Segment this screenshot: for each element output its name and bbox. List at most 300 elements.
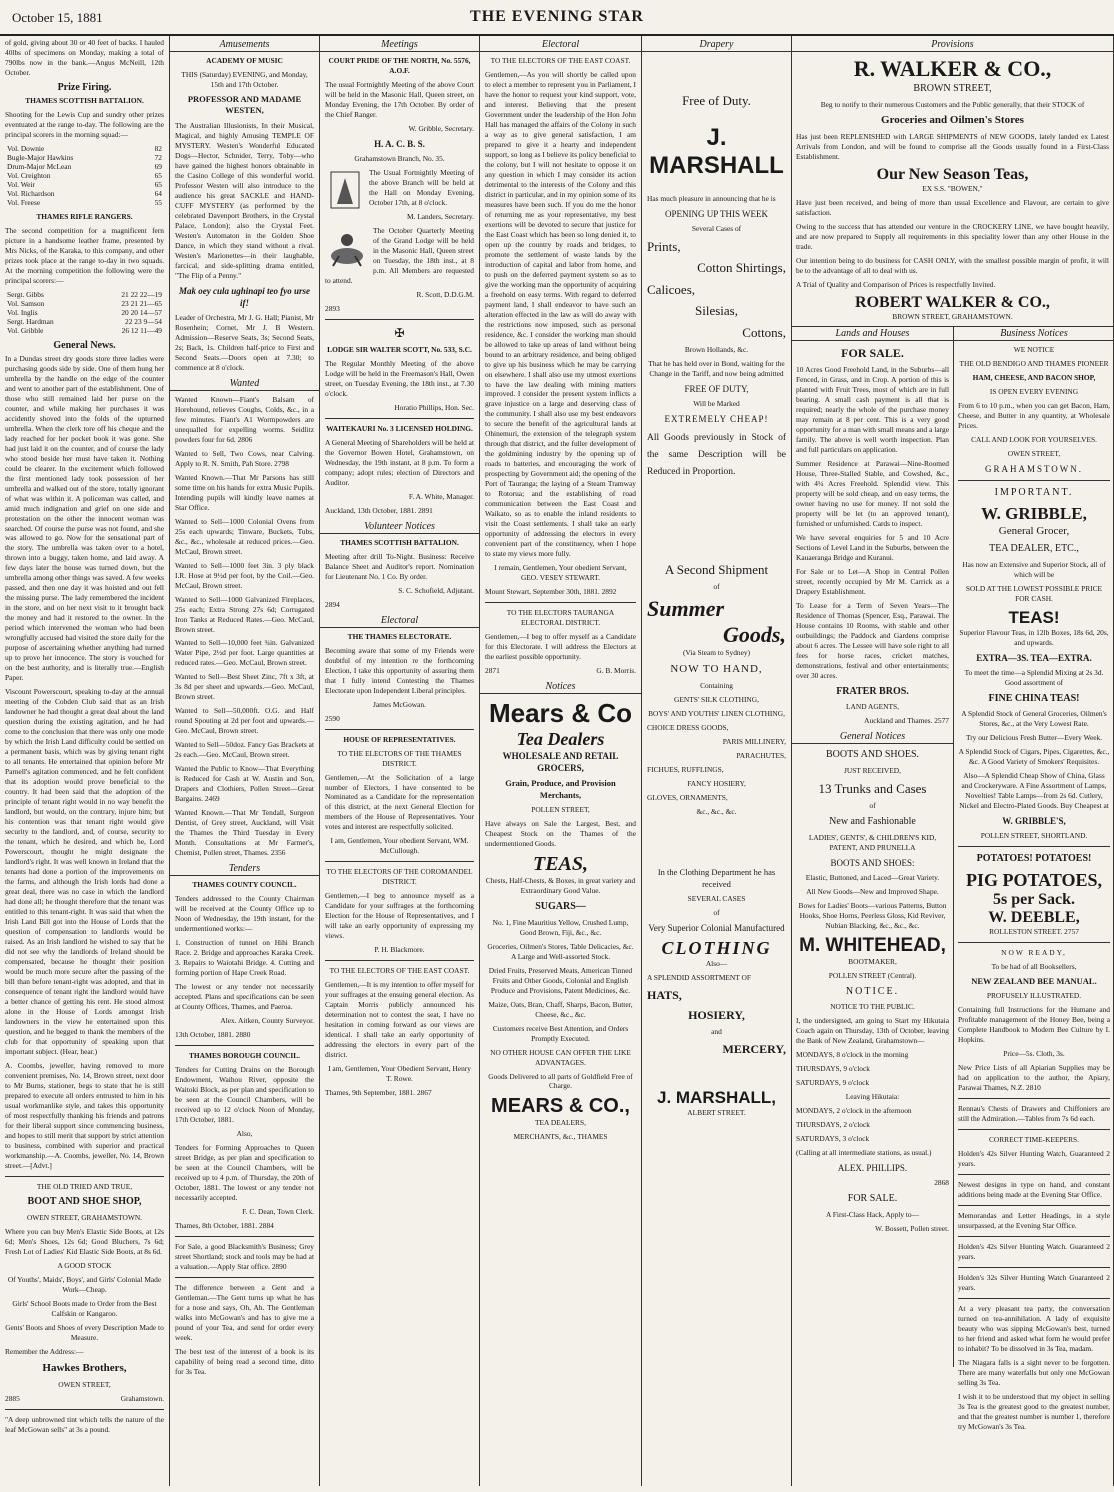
quarterly-text: The October Quarterly Meeting of the Grand Lodge will be held in the Masonic Hall, Queen street on Tuesday, the 18th inst., at 8 p.m. All Members are requested to attend. [325,225,474,285]
divider [958,942,1110,943]
court-title: COURT PRIDE OF THE NORTH, No. 5576, A.O.F. [328,56,471,75]
boots-shoes-line: BOOTS AND SHOES: [830,857,915,868]
ex-bowen: EX S.S. "BOWEN," [922,184,983,194]
mears-intro: Have always on Sale the Largest, Best, and Cheapest Stock on the Thames of the undermentioned Goods. [485,819,636,849]
wanted-item: Wanted to Sell—10,000 feet ¾in. Galvanized Water Pipe, 2½d per foot. Large quantities at reduced rates.—Geo. McCaul, Brown street. [175,638,314,668]
maori-line: Mak oey cula ughinapi teo fyo urse if! [178,285,310,308]
wish-note: I wish it to be understood that my object in selling 3s Tea is the greatest good to the greatest number, and that the greatest number is number 1, therefore try McGowan's 3s Tea. [958,1391,1110,1431]
booksellers-line: To be had of all Booksellers, [991,961,1077,971]
divider [958,1267,1110,1268]
free-duty-2: FREE OF DUTY, [684,384,749,395]
important-title: IMPORTANT. [994,487,1074,499]
column-amusements [170,36,320,1486]
section-header-lands: Lands and Houses [792,327,953,341]
goods-item: Calicoes, [647,281,696,297]
score-name: Vol. Inglis [7,307,38,317]
of-line-2: of [713,908,720,918]
free-of-duty: Free of Duty. [682,93,751,108]
eastcoast-title: TO THE ELECTORS OF THE EAST COAST. [329,966,470,976]
gents-boots: Gents' Boots and Shoes of every Description Made to Measure. [5,1322,164,1342]
hawkes-town: Grahamstown. [120,1393,164,1403]
electoral-date: Mount Stewart, September 30th, 1881. 2892 [485,587,617,597]
borough-title: THAMES BOROUGH COUNCIL. [188,1050,301,1060]
old-pioneer: THE OLD BENDIGO AND THAMES PIONEER [959,359,1109,369]
holden-ad-3: Holden's 32s Silver Hunting Watch Guaranteed 2 years. [958,1273,1110,1293]
score-value: 22 23 9—54 [125,316,162,326]
sugar-list: No. 1, Fine Mauritius Yellow, Crushed Lump, Good Brown, Fiji, &c., &c. [492,917,629,937]
clothing-item: PARIS MILLINERY, [722,737,786,747]
table-row [5,180,164,189]
masthead [0,0,1114,36]
trunks-line: 13 Trunks and Cases [818,780,927,796]
divider [958,1236,1110,1237]
electorate-title: THE THAMES ELECTORATE. [347,631,452,641]
goods-item: Silesias, [695,303,738,319]
section-header-electoral: Electoral [480,38,641,52]
score-value: 69 [154,161,162,171]
time-keepers: CORRECT TIME-KEEPERS. [988,1135,1080,1145]
news-coombs: A. Coombs, jeweller, having removed to more convenient premises, No. 14, Brown street, next door to Mr Burns, stationer, begs to state that he is still prepared to execute all orders entrusted to him in his usual workmanlike style, and takes this opportunity of most respectfully thanking his friends and patrons for their liberal support since commencing business, and hopes to still merit that support by strict attention to business, combined with superior and practical workmanship.—A. Coombs, jeweller, No. 14, Brown street.—[Advt.] [5,1060,164,1170]
quarterly-number: 2893 [325,303,340,313]
walker-have: Have just been received, and being of more than usual Excellence and Flavour, are certain to give satisfaction. [796,198,1109,218]
court-signature: W. Gribble, Secretary. [408,123,474,133]
delivered-line: Goods Delivered to all parts of Goldfield Free of Charge. [488,1071,633,1091]
score-name: Vol. Freese [7,197,41,207]
we-notice: WE NOTICE [1013,345,1055,355]
section-header-notices: Notices [480,680,641,694]
coach-time: THURSDAYS, 2 o'clock [796,1120,870,1130]
score-name: Vol. Downie [7,143,45,153]
tea-dealers-title: Tea Dealers [516,729,605,750]
sold-line: SOLD AT THE LOWEST POSSIBLE PRICE FOR CASH. [965,583,1103,603]
column-electoral [480,36,642,1486]
grain-line: Grain, Produce, and Provision Merchants, [505,778,616,800]
shop-title: BOOT AND SHOE SHOP, [27,1196,142,1208]
price-lists: New Price Lists of all Apiarian Supplies may be had on application to the author, the Apiary, Parawai Thames, N.Z. 2810 [958,1063,1110,1093]
frater-location: Auckland and Thames. 2577 [864,716,949,726]
shop-heading: THE OLD TRIED AND TRUE, [36,1181,133,1191]
table-row [5,326,164,335]
of-line-3: of [869,801,876,811]
divider [175,1236,314,1237]
clothing-item: BOYS' AND YOUTHS' LINEN CLOTHING, [648,709,785,719]
score-value: 65 [154,179,162,189]
grahamstown-line: GRAHAMSTOWN. [984,463,1084,474]
divider [958,846,1110,847]
section-header-general: General Notices [792,730,953,744]
lease-listing: To Lease for a Term of Seven Years—The Residence of Thomas (Spencer, Esq., Parawai. The House contains 10 Rooms, with stable and other outbuildings; the Paddock and Gardens comprise about 6 acres. The Lessee will have sole right to all fees for horse races, cricket matches, demonstrations, festival and other entertainments; over 30 acres. [796,600,949,680]
volunteer-signature: S. C. Schofield, Adjutant. [398,585,474,595]
notice-title: NOTICE. [845,985,900,997]
hats-line: HATS, [647,988,682,1003]
type-ad: Newest designs in type on hand, and constant additions being made at the Evening Star Office. [958,1180,1110,1200]
superior-teas: Superior Flavour Teas, in 12lb Boxes, 18s 6d, 20s, and upwards. [959,627,1109,647]
subcolumn-lands [792,327,954,1367]
rennau-ad: Rennau's Chests of Drawers and Chiffoniers are still the Admiration.—Tables from 7s 6d each. [958,1104,1110,1124]
divider [325,960,474,961]
score-value: 21 22 22—19 [121,289,162,299]
county-title: THAMES COUNTY COUNCIL. [192,880,297,890]
stock-heading: A GOOD STOCK [57,1260,112,1270]
horseman-emblem-icon [325,226,369,272]
now-ready: NOW READY, [1001,947,1067,957]
gribble-name: W. GRIBBLE, [981,503,1087,523]
walker-has: Has just been REPLENISHED with LARGE SHIPMENTS of NEW GOODS, lately landed ex Latest Arrivals from London, and will be found to comprise all the Goods usually found in a First-Class Establishment. [796,132,1109,162]
divider [485,602,636,603]
general-grocer: General Grocer, [998,524,1070,537]
hacbs-title: H. A. C. B. S. [374,138,425,149]
ham-shop: HAM, CHEESE, AND BACON SHOP, [972,373,1096,383]
extra-tea: EXTRA—3S. TEA—EXTRA. [976,652,1092,663]
fashionable-line: New and Fashionable [829,816,916,828]
also-label: Also, [236,1128,253,1138]
remember-label: Remember the Address:— [5,1346,84,1356]
county-text: Tenders addressed to the County Chairman will be received at the County Office up to Noon of Wednesday, the 19th instant, for the undermentioned works:— [175,894,314,934]
wanted-item: Wanted to Sell—50doz. Fancy Gas Brackets at 2s each.—Geo. McCaul, Brown street. [175,740,314,760]
news-powerscourt: Viscount Powerscourt, speaking to-day at the annual meeting of the Cobden Club said that as an Irish landowner he had thought a great deal about the land question during the existing agitation, and he had come to the conclusion that there was only one mode by which the Irish Land difficulty could be settled on a permanent basis, which was by giving tenant right to all tenants. He entertained that opinion before Mr Parnell's agitation commenced, and he felt confident that its adoption would prove beneficial to the country. It had been said that the adoption of the principle of tenant right would in no way benefit the landlord, but would, on the contrary, injure him; but his contention was that tenant right would give security to the landlord, and, of course, security to the tenant, which he desired, and which he, Lord Powerscourt, thought he might designate the landlord's right. It was well known in Ireland that the tenants had done a portion of the improvements on the farms, and although the Irish lords had done a great deal, there was no case in which the landlord had done all; he thought therefore that the tenant was entitled to this tenant-right. It was said that when the Irish Land Bill got into the House of Lords that the question of compensation to landlords would be raised. As an Irish landlord he wished to say that he did not see why the landlords of Ireland should be compensated, because he thought their position would be much more secure after the passing of the bill than before tenant-right was adopted, and that in consequence of tenant right the landlord would have a better chance of getting his rent. He stood almost alone in the House of Lords amongst Irish landowners in the view he entertained upon this question, and he begged to thank the members of the club for that opportunity of speaking upon that important subject. (Hear, hear.) [5,687,164,1056]
score-value: 82 [154,143,162,153]
robert-walker-address: BROWN STREET, GRAHAMSTOWN. [892,312,1013,322]
wanted-item: Wanted Known.—That Mr Tendall, Surgeon Dentist, of Grey street, Auckland, will Visit the Thames the Third Tuesday in Every Month. Consultations at Mr Farmer's, Chemist, Pollen street, Thames. 2356 [175,808,314,858]
now-to-hand: NOW TO HAND, [670,663,763,676]
whitehead-address: POLLEN STREET (Central). [828,970,917,980]
tea-dealer-line: TEA DEALER, ETC., [989,543,1079,555]
meet-line: To meet the time—a Splendid Mixing at 2s 3d. Good assortment of [964,668,1104,687]
score-name: Sergt. Gibbs [7,289,44,299]
summer-title: Summer [647,596,725,622]
groceries-title: Groceries and Oilmen's Stores [881,114,1024,127]
hack-text: A First-Class Hack, Apply to— [826,1209,919,1219]
wanted-item: Wanted to Sell, Two Cows, near Calving. Apply to R. N. Smith, Pah Store. 2798 [175,448,314,468]
volunteer-text: Meeting after drill To-Night. Business: Receive Balance Sheet and Auditor's report. Nomination for Lieutenant No. 1 Co. By order. [325,551,474,581]
electorate-text: Becoming aware that some of my Friends were doubtful of my intention re the forthcoming Election, I take this opportunity of assuring them that I fully intend Contesting the Thames Electorate upon Independent Liberal principles. [325,645,474,695]
general-news-heading: General News. [53,339,116,351]
section-header-tenders: Tenders [170,862,319,876]
walker-intention: Our intention being to do business for CASH ONLY, with the smallest possible margin of profit, it will be to the advantage of all to deal with us. [796,256,1109,276]
bootmaker-line: BOOTMAKER, [848,956,897,966]
hawkes-address: OWEN STREET, [58,1379,111,1389]
borough-text-2: Tenders for Forming Approaches to Queen street Bridge, as per plan and specification to be seen at the Council Chambers, will be received up to 4 p.m. of Thursday, the 20th of October, 1881. The lowest or any tender not necessarily accepted. [175,1142,314,1202]
teas-heading: TEAS, [532,853,589,876]
table-row [5,189,164,198]
hawkes-name: Hawkes Brothers, [42,1361,127,1374]
borough-signature: F. C. Dean, Town Clerk. [242,1206,314,1216]
divider [325,418,474,419]
column-news [0,36,170,1486]
borough-text: Tenders for Cutting Drains on the Borough Endowment, Waihou River, opposite the Waitoki Block, as per plan and specification to be seen at the Council Chambers, will be received up to 12 o'clock Noon of Monday, 17th October, 1881. [175,1064,314,1124]
emblem-icon [325,168,365,212]
open-evening: IS OPEN EVERY EVENING [989,387,1079,397]
electorate-signature: James McGowan. [373,699,426,709]
score-name: Vol. Creighton [7,170,51,180]
for-sale-title: FOR SALE. [841,346,904,361]
table-row [5,144,164,153]
house-text: Gentlemen,—At the Solicitation of a large number of Electors, I have consented to be Nominated as a Candidate for the representation of this district, at the next General Election for members of the House of Representatives. Your votes and interest are respectfully solicited. [325,772,474,832]
divider [958,1129,1110,1130]
department-line: In the Clothing Department he has received [657,867,776,889]
square-compass-icon: ✠ [394,325,405,340]
stock-text: Of Youths', Maids', Boys', and Girls' Colonial Made Work—Cheap. [7,1274,162,1294]
china-teas: FINE CHINA TEAS! [988,692,1080,704]
electoral-to: TO THE ELECTORS OF THE EAST COAST. [490,56,631,65]
house-signature: I am, Gentlemen, Your obedient Servant, WM. McCullough. [330,836,469,856]
orchestra-text: Leader of Orchestra, Mr J. G. Hall; Pianist, Mr Rosenhein; Cornet, Mr J. B Western. Admission—Reserve Seats, 3s; Second Seats, 2s; Back, 1s. Children half-price to First and Second Seats.—Doors open at 7.30; to commence at 8 o'clock. [175,312,314,372]
goods-item: Prints, [647,238,681,254]
holden-ad-2: Holden's 42s Silver Hunting Watch. Guaranteed 2 years. [958,1242,1110,1262]
score-name: Vol. Gribble [7,325,44,335]
mears-logo: Mears & Co [488,698,633,729]
open-hours: From 6 to 10 p.m., when you can get Bacon, Ham, Cheese, and Butter in any quantity, at Wholesale Prices. [958,401,1110,431]
waitekauri-signature: F. A. White, Manager. [408,491,474,501]
section-header-business: Business Notices [954,327,1114,341]
bows-line: Bows for Ladies' Boots—various Patterns, Button Hooks, Shoe Horns, Peerless Gloss, Kid Reviver, Nubian Blacking, &c., &c., &c. [798,900,947,930]
score-name: Bugle-Major Hawkins [7,152,74,162]
eastcoast-signature: I am, Gentlemen, Your Obedient Servant, Henry T. Rowe. [328,1064,471,1084]
and-line: and [711,1027,722,1037]
albert-street: ALBERT STREET. [687,1107,746,1117]
chests-line: Chests, Half-Chests, & Boxes, in great variety and Extraordinary Good Value. [485,876,636,896]
column-drapery [642,36,792,1486]
held-text: That he has held over in Bond, waiting for the Change in the Tariff, and now being admitted [648,359,785,379]
volunteer-number: 2894 [325,599,340,609]
groceries-line: Groceries, Oilmen's Stores, Table Delicacies, &c. A Large and Well-assorted Stock. [487,941,634,961]
glass-line: Also—A Splendid Cheap Show of China, Glass and Crockeryware. A Fine Assortment of Lamps, Novelties! Table Lamps—from 2s 6d. Cutlery, Nickel and Electro-Plated Goods. Buy Cheapest at [959,771,1109,811]
wanted-item: Wanted to Sell—1000 feet 3in. 3 ply black I.R. Hose at 9½d per foot, by the Coil.—Geo. McCaul, Brown street. [175,560,314,590]
illustrated-line: PROFUSELY ILLUSTRATED. [986,991,1082,1001]
divider [175,1045,314,1046]
memo-ad: Memorandas and Letter Headings, in a style unsurpassed, at the Evening Star Office. [958,1211,1110,1231]
county-signature: Alex. Aitken, County Surveyor. [220,1015,314,1025]
goods-item: Cotton Shirtings, [697,260,786,276]
merchants-line: MERCHANTS, &c., THAMES [513,1132,608,1142]
table-row [5,317,164,326]
robert-walker-name: ROBERT WALKER & CO., [855,294,1050,312]
table-row [5,308,164,317]
superior-line: Very Superior Colonial Manufactured [648,923,785,933]
splendid-stock: A Splendid Stock of General Groceries, Oilmen's Stores, &c., at the Very Lowest Rate. [961,709,1107,729]
house-title: HOUSE OF REPRESENTATIVES. [343,734,456,744]
lodge-text: The Regular Monthly Meeting of the above Lodge will be held in the Freemason's Hall, Owen street, on Tuesday Evening, the 18th inst., at 7.30 o'clock. [325,358,474,398]
section-header-amusements: Amusements [170,38,319,52]
coromandel-text: Gentlemen,—I beg to announce myself as a Candidate for your suffrages at the forthcoming Election for the House of Representatives, and I will take an early opportunity of expressing my views. [325,891,474,941]
walker-street: BROWN STREET, [913,83,992,94]
wanted-item: Wanted to Sell—50,000ft. O.G. and Half round Spouting at 2d per foot and upwards.—Geo. McCaul, Brown street. [175,706,314,736]
professor-text: The Australian Illusionists, In their Musical, Magical, and highly Amusing TEMPLE OF MYSTERY. Westen's Wonderful Educated Dogs—Hector, Schnider, Terry, Toby—who have gained the highest honors obtainable in the Casino College of this wonderful world. Professor Westen will also introduce to the audience his great SACKLE and HAND-CUFF MYSTERY (as performed by the celebrated Davenport Brothers, in the Crystal Palace, London); also the Crystal Feet. Westen's Automaton in the Golden Shoe Dance, in which they stand without a rival. Westen's Marionettes—in their laughable, farcical, and side-splitting drama entitled, "The Flip of a Penny." [175,120,314,280]
mears-co-name: MEARS & CO., [491,1095,630,1118]
niagara-note: The Niagara falls is a sight never to be forgotten. There are many waterfalls but only one McGowan selling 3s Tea. [958,1357,1110,1387]
grahamstown-signature: M. Landers, Secretary. [406,211,474,221]
electorate-number: 2590 [325,713,340,723]
score-name: Vol. Weir [7,179,35,189]
extensive-stock: Has now an Extensive and Superior Stock, all of which will be [962,559,1106,579]
intro-paragraph: of gold, giving about 30 or 40 feet of backs. I hauled 40lbs of specimens on Monday, making a total of 790lbs now in the bank.—Angus McNeill, 12th October. [5,38,164,77]
divider [958,1098,1110,1099]
score-value: 20 20 14—57 [121,307,162,317]
gent-note: The difference between a Gent and a Gentleman.—The Gent turns up what he has for a nose and says, Oh, Ah. The Gentleman walks into McGowan's and has to give me a pound of your Tea, and send for order every week. [175,1282,314,1342]
hack-for-sale: FOR SALE. [847,1193,898,1205]
professor-title: PROFESSOR AND MADAME WESTEN, [187,93,302,116]
marshall-has: Has much pleasure in announcing that he is [647,193,776,203]
clothing-item: PARACHUTES, [736,751,786,761]
lodge-signature: Horatio Phillips, Hon. Sec. [394,402,474,412]
waitekauri-text: A General Meeting of Shareholders will be held at the Governor Bowen Hotel, Grahamstown, on Wednesday, the 19th instant, at 8 p.m. To form a company; adopt rules; election of Directors and Auditor. [325,437,474,487]
score-value: 64 [154,188,162,198]
clothing-title: CLOTHING [661,938,772,959]
coach-time: MONDAYS, 8 o'clock in the morning [796,1050,909,1060]
wholesale-line: WHOLESALE AND RETAIL GROCERS, [502,751,619,774]
clothing-item: CHOICE DRESS GOODS, [647,723,729,733]
grahamstown-text: The Usual Fortnightly Meeting of the above Branch will be held at the Hall on Monday Evening, October 17th, at 8 o'clock. [369,168,474,207]
several-line: Several Cases of [691,223,742,233]
tea-dealers-line: TEA DEALERS, [535,1118,586,1128]
goods-item: Cottons, [742,324,786,340]
score-value: 72 [154,152,162,162]
clothing-item: FANCY HOSIERY, [687,779,746,789]
summer-residence: Summer Residence at Parawai—Nine-Roomed House, Three-Stalled Stable, and Cowshed, &c., with 4¼ Acres Freehold. Splendid view. This property will be sold cheap, and on easy terms, the owner having no use for money. If not sold the property will be let (to an approved tenant), furnished or unfurnished. Cards to inspect. [796,459,949,529]
girls-boots: Girls' School Boots made to Order from the Best Calfskin or Kangaroo. [12,1298,157,1318]
waitekauri-date: Auckland, 13th October, 1881. 2891 [325,505,433,515]
new-season-teas: Our New Season Teas, [876,166,1029,184]
walker-owing: Owing to the success that has attended our venture in the CROCKERY LINE, we have bought heavily, and are now prepared to Supply all requirements in this speciality lower than any other House in the trade. [796,222,1109,252]
phillips-number: 2868 [934,1178,949,1188]
table-row [5,290,164,299]
just-received: JUST RECEIVED, [844,765,901,775]
acres-listing: 10 Acres Good Freehold Land, in the Suburbs—all Fenced, in Grass, and in Crop. A portion of this is planted with Fruit Trees, most of which are in full bearing. A small cash payment is all that is required; nearly the whole of the purchase money may remain at 8 per cent. This is a very good opportunity for a man with small means and a large family. The above is well worth inspection. Plan and full particulars on application. [796,365,949,455]
section-header-provisions: Provisions [791,38,1114,52]
walker-name: R. WALKER & CO., [853,56,1052,81]
divider [958,1205,1110,1206]
prize-firing-heading: Prize Firing. [57,81,112,93]
wanted-item: Wanted to Sell—Best Sheet Zinc, 7ft x 3ft, at 3s 8d per sheet and upwards.—Geo. McCaul, Brown street. [175,672,314,702]
issue-date: October 15, 1881 [12,10,103,25]
divider [958,480,1110,481]
frater-name: FRATER BROS. [836,685,909,697]
divider [958,1298,1110,1299]
walker-trial: A Trial of Quality and Comparison of Prices is respectfully Invited. [796,280,996,290]
potato-price: 5s per Sack. [993,890,1075,908]
leaving-line: Leaving Hikutaia: [845,1092,900,1102]
provisions-subcolumns [792,326,1113,1431]
battalion-scores [5,144,164,207]
clothing-item: GLOVES, ORNAMENTS, [647,793,728,803]
via-line: (Via Steam to Sydney) [682,648,751,658]
several-cases: SEVERAL CASES [687,894,746,904]
potatoes-title: POTATOES! POTATOES! [976,853,1092,865]
ad-number: 2871 [485,666,500,676]
subcolumn-business [954,327,1114,1431]
divider [175,1277,314,1278]
cheap-line: EXTREMELY CHEAP! [664,414,769,425]
new-goods-line: All New Goods—New and Improved Shape. [806,886,939,896]
rangers-text: The second competition for a magnificent fern picture in a handsome leather frame, presented by Mrs Nicks, of the Karaka, to this company, and other prizes took place at the range to-day in two squads. At the morning competition the following were the principal scorers:— [5,225,164,285]
bee-text: Containing full Instructions for the Humane and Profitable management of the Honey Bee, being a Complete Handbook to Modern Bee Culture by I. Hopkins. [958,1005,1110,1045]
county-end: The lowest or any tender not necessarily accepted. Plans and specifications can be seen at County Offices, Thames, and Paeroa. [175,982,314,1011]
newspaper-title: THE EVENING STAR [470,8,644,25]
grahamstown-branch: Grahamstown Branch, No. 35. [354,154,445,164]
brown-hollands: Brown Hollands, &c. [684,345,749,355]
clothing-item: FICHUES, RUFFLINGS, [647,765,724,775]
shop-text: Where you can buy Men's Elastic Side Boots, at 12s 6d; Men's Shoes, 12s 6d; Good Bluchers, 7s 6d; Fresh Lot of Ladies' Kid Elastic Side Boots, at 8s 6d. [5,1226,164,1256]
enquiries-listing: We have several enquiries for 5 and 10 Acre Sections of Level Land in the Suburbs, between the Kauaeranga Bridge and Kuranui. [796,533,949,563]
section-header-drapery: Drapery [642,38,791,52]
borough-date: Thames, 8th October, 1881. 2884 [175,1220,274,1230]
tea-party-note: At a very pleasant tea party, the conversation turned on tea-annihilation. A lady of exquisite beauty who was sipping McGowan's best, turned to her friend and asked what form he would prefer to inhabit? To be dissolved in 3s Tea, madam. [958,1304,1110,1353]
clothing-item: &c., &c., &c. [696,807,737,817]
containing-line: Containing [700,681,733,691]
academy-text: THIS (Saturday) EVENING, and Monday, 15th and 17th October. [181,69,308,89]
marshall-name-2: J. MARSHALL, [657,1087,776,1107]
score-name: Drum-Major McLean [7,161,72,171]
splendid-line: A SPLENDID ASSORTMENT OF [647,973,751,983]
tauranga-footer [485,666,636,676]
rolleston-line: ROLLESTON STREET. 2757 [989,926,1079,936]
divider [325,729,474,730]
customers-line: Customers receive Best Attention, and Orders Promptly Executed. [492,1023,629,1043]
hosiery-line: HOSIERY, [688,1008,745,1023]
shop-listing: For Sale or to Let—A Shop in Central Pollen street, recently occupied by Mr M. Carrick as a Drapery Establishment. [796,567,949,596]
second-shipment: A Second Shipment [664,561,769,577]
coach-time: THURSDAYS, 9 o'clock [796,1064,870,1074]
frater-agents: LAND AGENTS, [846,702,899,712]
also-line: Also— [705,959,728,969]
of-line: of [713,582,720,592]
deeble-name: W. DEEBLE, [988,908,1080,926]
elastic-line: Elastic, Buttoned, and Laced—Great Variety. [805,872,940,882]
coach-time: SATURDAYS, 3 o'clock [796,1134,870,1144]
ad-number: 2885 [5,1393,20,1403]
eastcoast-text: Gentlemen,—It is my intention to offer myself for your suffrages at the ensuing general election. As Captain Morris publicly announced his determination not to contest the seat, I have no hesitation in coming forward as our views are identical. I shall take an early opportunity of addressing the electors in every part of the district. [325,980,474,1060]
wanted-item: Wanted Known.—That Mr Parsons has still some time on his hands for extra Music Pupils. Intending pupils will kindly leave names at Star Office. [175,472,314,512]
holden-ad: Holden's 42s Silver Hunting Watch, Guaranteed 2 years. [958,1149,1110,1169]
sugars-heading: SUGARS— [535,901,586,913]
house-to: TO THE ELECTORS OF THE THAMES DISTRICT. [337,748,462,768]
section-header-wanted: Wanted [170,377,319,391]
wanted-item: Wanted to Sell—1000 Colonial Ovens from 25s each upwards; Tinware, Buckets, Tubs, &c., &c., wholesale at reduced prices.—Geo. McCaul, Brown street. [175,516,314,556]
hack-signature: W. Bossett, Pollen street. [874,1223,949,1233]
score-value: 26 12 11—49 [121,325,162,335]
divider [958,1174,1110,1175]
book-note: The best test of the interest of a book is its capability of being read a second time, ditto for 3s Tea. [175,1346,314,1376]
quarterly-signature: R. Scott, D.D.G.M. [416,289,474,299]
score-value: 55 [154,197,162,207]
call-line: CALL AND LOOK FOR YOURSELVES. [971,435,1097,445]
hawkes-footer [5,1394,164,1404]
maize-line: Maize, Oats, Bran, Chaff, Sharps, Bacon, Butter, Cheese, &c., &c. [488,999,633,1019]
score-name: Sergt. Hardman [7,316,54,326]
wanted-item: Wanted to Sell—1000 Galvanized Fireplaces, 25s each; Extra Strong 27s 6d; Corrugated Iron Tanks at Reduced Rates.—Geo. McCaul, Brown street. [175,594,314,634]
news-umbrella: In a Dundas street dry goods store three ladies were purchasing goods side by side. One of them hung her umbrella by the handle on the edge of the counter and went to another part of the establishment. One of those who still remained laid her purse on the counter, and while making her purchases it was accidently shoved into the folds of the upturned umbrella. When the clerk tore off his cheque and the lady reached for her pocket book it was gone. She had just laid it on the counter, and of course the lady who stood beside her must have taken it. Nothing could be clearer. In the excitement which followed the first mentioned lady took possession of her umbrella and walked out of the store, totally ignorant of what was within it. A policeman was called, and amid much indignation and grief on one side and protestation on the other the innocent woman was searched. Of course the purse was not found, and she was allowed to go. Now for the sensational part of the story. The umbrella was taken over to a hotel, thrown into a buggy, taken home, and laid away. A few days later the house was turned down, but the umbrella among other things was saved. A few weeks passed, and then one day it was hoisted and out fell the missing purse. The lady remembered the incident in the store, and on her next visit to it brought back the money and had it restored to the owner. In the period which intervened the woman who had been wrongfully accused had visited the store daily for the purpose of ascertaining whether anything had turned up to prove her innocence. The story is vouched for on the best authority, and is literally true.—English Paper. [5,353,164,683]
volunteer-title: THAMES SCOTTISH BATTALION. [340,537,459,547]
butter-line: Try our Delicious Fresh Butter—Every Week. [965,733,1103,743]
clothing-item: GENTS' SILK CLOTHING, [674,695,759,705]
academy-title: ACADEMY OF MUSIC [206,56,283,65]
ladies-line: LADIES', GENTS', & CHILDREN'S KID, PATENT, AND PRUNELLA [808,832,937,852]
county-date: 13th October, 1881. 2880 [175,1029,251,1039]
marshall-name: J. MARSHALL [649,123,784,179]
battalion-heading: THAMES SCOTTISH BATTALION. [25,95,144,105]
goods-title: Goods, [723,622,786,648]
coromandel-signature: P. H. Blackmore. [374,945,425,955]
table-row [5,153,164,162]
boots-title: BOOTS AND SHOES. [825,749,920,761]
mercery-line: MERCERY, [722,1042,786,1057]
wanted-item: Wanted the Public to Know—That Everything is Reduced for Cash at W. Austin and Son, Drapers and Clothiers, Pollen Street—Great Bargains. 2469 [175,764,314,804]
gribble-address: POLLEN STREET, SHORTLAND. [980,831,1088,841]
divider [325,861,474,862]
teas-title: TEAS! [1008,607,1060,627]
tauranga-title: TO THE ELECTORS TAURANGA ELECTORAL DISTRICT. [506,608,615,628]
battalion-text: Shooting for the Lewis Cup and sundry other prizes eventuated at the range to-day. The following are the principal scorers in the morning squad:— [5,109,164,139]
